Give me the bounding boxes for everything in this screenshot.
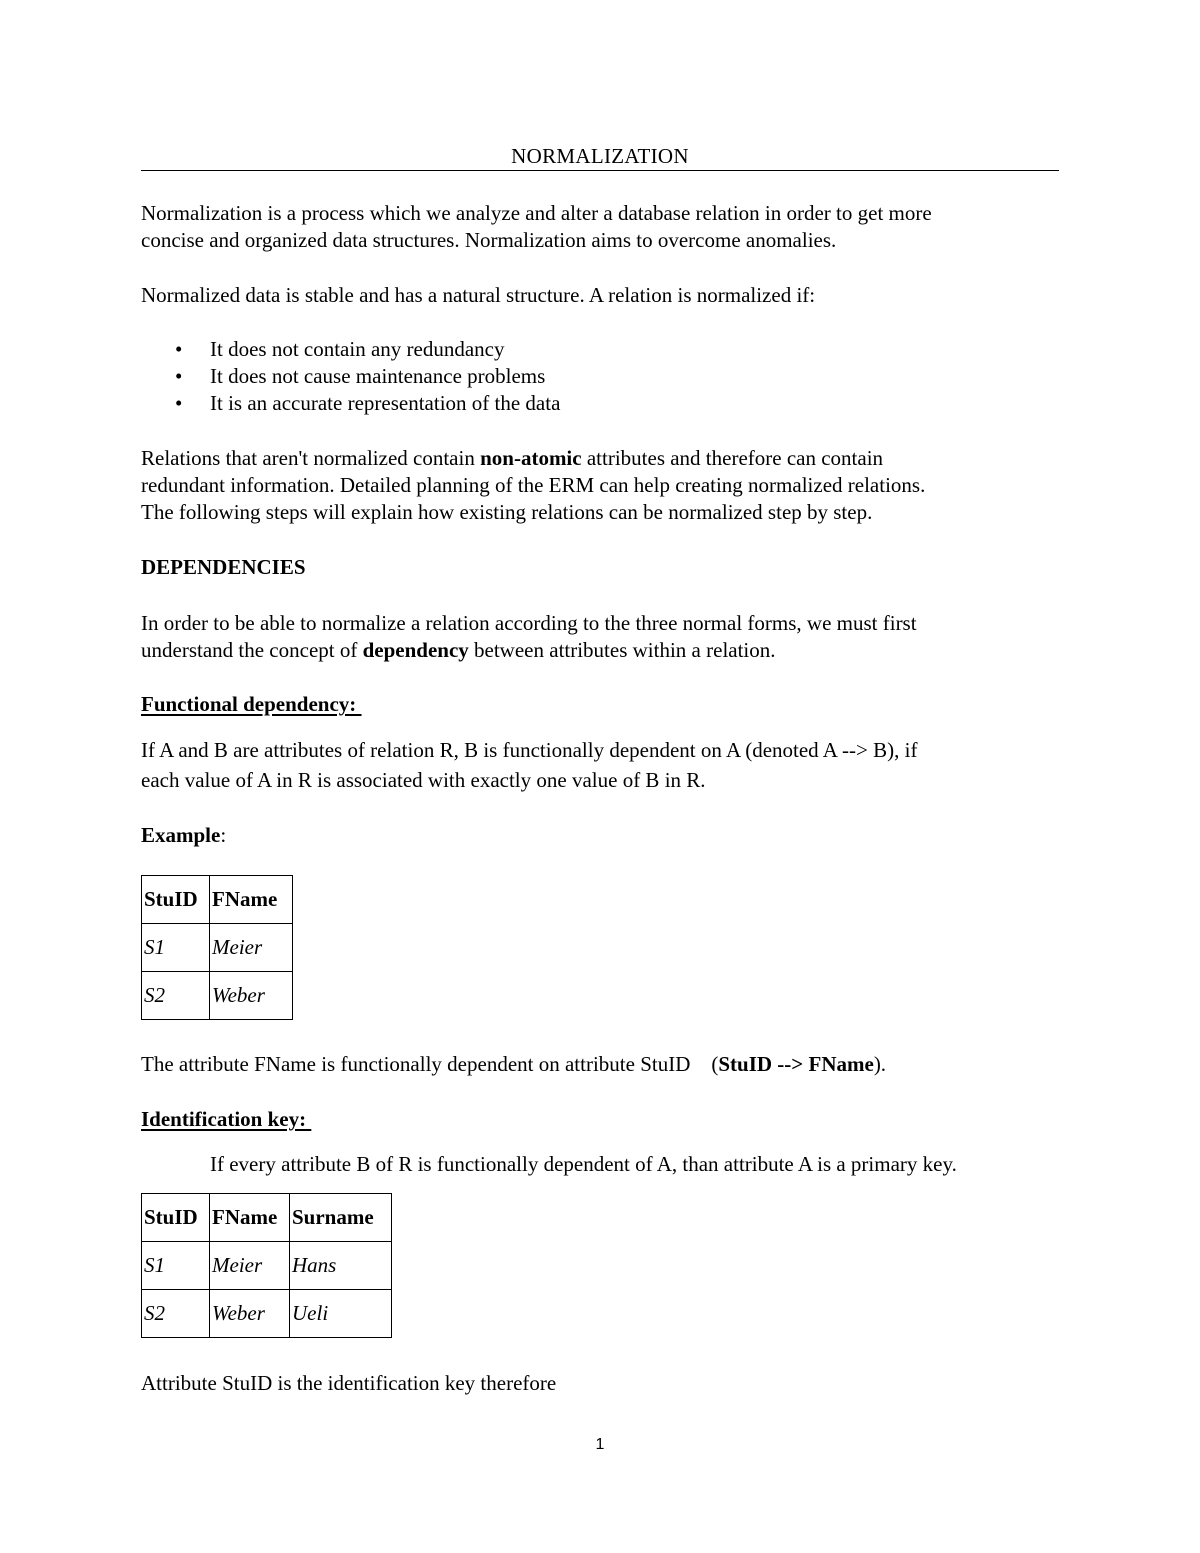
closing-sentence: Attribute StuID is the identification key therefore <box>141 1371 557 1395</box>
table-row <box>142 1242 392 1290</box>
identification-definition: If every attribute B of R is functionally dependent of A, than attribute A is a primary key. <box>210 1152 957 1176</box>
functional-definition <box>141 735 1071 795</box>
list-item: • It does not cause maintenance problems <box>175 364 546 388</box>
intro-line-1: Normalization is a process which we analyze and alter a database relation in order to get more <box>141 201 932 225</box>
table-cell: Weber <box>210 1290 290 1338</box>
table-header-cell: FName <box>210 1194 290 1242</box>
dependencies-heading: DEPENDENCIES <box>141 555 306 579</box>
non-atomic-paragraph <box>141 445 1071 526</box>
example-label: Example: <box>141 823 227 847</box>
table-header-cell: StuID <box>142 1194 210 1242</box>
table-cell: Ueli <box>290 1290 392 1338</box>
example-table-functional-dependency <box>141 875 293 1020</box>
functional-definition-line-1: If A and B are attributes of relation R, B is functionally dependent on A (denoted A --> B), if <box>141 738 918 762</box>
non-atomic-line-3: The following steps will explain how existing relations can be normalized step by step. <box>141 500 873 524</box>
table-cell: Weber <box>210 972 293 1020</box>
list-item: • It does not contain any redundancy <box>175 337 505 361</box>
intro-line-2: concise and organized data structures. Normalization aims to overcome anomalies. <box>141 228 837 252</box>
dependency-intro-line-2: understand the concept of dependency between attributes within a relation. <box>141 638 776 662</box>
fd-statement: The attribute FName is functionally dependent on attribute StuID (StuID --> FName). <box>141 1052 887 1076</box>
dependency-term: dependency <box>362 638 469 662</box>
identification-key-heading: Identification key: <box>141 1107 312 1131</box>
table-cell: Hans <box>290 1242 392 1290</box>
fd-notation: StuID --> FName <box>718 1052 874 1076</box>
bullet-icon: • <box>175 364 183 388</box>
table-header-row <box>142 1194 392 1242</box>
table-cell: S2 <box>142 972 210 1020</box>
table-cell: S1 <box>142 924 210 972</box>
page-title: NORMALIZATION <box>141 142 1059 171</box>
functional-definition-line-2: each value of A in R is associated with exactly one value of B in R. <box>141 768 706 792</box>
bullet-icon: • <box>175 391 183 415</box>
normalized-conditions-list <box>141 336 1041 417</box>
list-item: • It is an accurate representation of the data <box>175 391 561 415</box>
table-row <box>142 1290 392 1338</box>
example-table-identification-key <box>141 1193 392 1338</box>
table-cell: S1 <box>142 1242 210 1290</box>
non-atomic-term: non-atomic <box>480 446 582 470</box>
dependency-intro-line-1: In order to be able to normalize a relation according to the three normal forms, we must first <box>141 611 917 635</box>
bullet-icon: • <box>175 337 183 361</box>
functional-dependency-heading: Functional dependency: <box>141 692 362 716</box>
table-row <box>142 924 293 972</box>
table-header-cell: FName <box>210 876 293 924</box>
non-atomic-line-1: Relations that aren't normalized contain non-atomic attributes and therefore can contain <box>141 446 884 470</box>
table-cell: S2 <box>142 1290 210 1338</box>
normalized-intro: Normalized data is stable and has a natural structure. A relation is normalized if: <box>141 283 816 307</box>
table-header-row <box>142 876 293 924</box>
dependency-intro-paragraph <box>141 610 1071 664</box>
table-row <box>142 972 293 1020</box>
page-number: 1 <box>595 1436 605 1453</box>
table-header-cell: Surname <box>290 1194 392 1242</box>
table-header-cell: StuID <box>142 876 210 924</box>
intro-paragraph <box>141 200 1071 254</box>
table-cell: Meier <box>210 1242 290 1290</box>
table-cell: Meier <box>210 924 293 972</box>
non-atomic-line-2: redundant information. Detailed planning of the ERM can help creating normalized relations. <box>141 473 926 497</box>
